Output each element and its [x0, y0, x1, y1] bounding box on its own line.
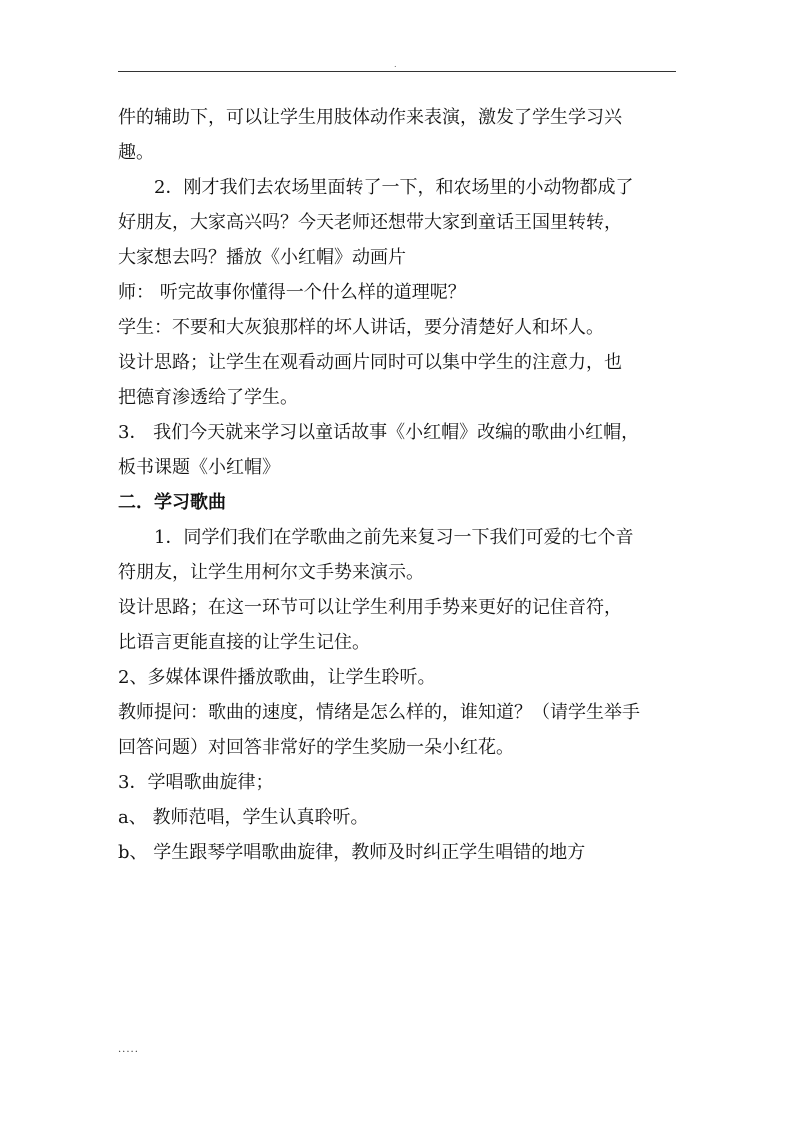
paragraph-line: 比语言更能直接的让学生记住。: [118, 632, 370, 653]
design-note: 设计思路；让学生在观看动画片同时可以集中学生的注意力，也: [118, 352, 622, 373]
document-body: [118, 100, 684, 870]
header-rule: [118, 71, 676, 72]
footer-mark: .....: [118, 1044, 139, 1055]
list-item: b、 学生跟琴学唱歌曲旋律，教师及时纠正学生唱错的地方: [118, 842, 586, 863]
paragraph-line: 大家想去吗？播放《小红帽》动画片: [118, 247, 406, 268]
paragraph-line: 把德育渗透给了学生。: [118, 387, 298, 408]
list-item: a、 教师范唱，学生认真聆听。: [118, 807, 369, 828]
paragraph-line: 符朋友，让学生用柯尔文手势来演示。: [118, 562, 424, 583]
paragraph-line: 1．同学们我们在学歌曲之前先来复习一下我们可爱的七个音: [154, 527, 634, 548]
paragraph-line: 3．学唱歌曲旋律；: [118, 772, 274, 793]
teacher-question: 教师提问：歌曲的速度，情绪是怎么样的，谁知道？（请学生举手: [118, 702, 640, 723]
paragraph-line: 2．刚才我们去农场里面转了一下，和农场里的小动物都成了: [154, 177, 634, 198]
student-answer: 学生：不要和大灰狼那样的坏人讲话，要分清楚好人和坏人。: [118, 317, 604, 338]
paragraph-line: 3． 我们今天就来学习以童话故事《小红帽》改编的歌曲小红帽，: [118, 422, 640, 443]
paragraph-line: 趣。: [118, 142, 154, 163]
paragraph-line: 回答问题）对回答非常好的学生奖励一朵小红花。: [118, 737, 514, 758]
teacher-question: 师： 听完故事你懂得一个什么样的道理呢？: [118, 282, 466, 303]
paragraph-line: 好朋友，大家高兴吗？今天老师还想带大家到童话王国里转转，: [118, 212, 622, 233]
section-heading: 二．学习歌曲: [118, 492, 226, 513]
paragraph-line: 2、多媒体课件播放歌曲，让学生聆听。: [118, 667, 436, 688]
header-mark: .: [394, 60, 397, 69]
paragraph-line: 板书课题《小红帽》: [118, 457, 280, 478]
design-note: 设计思路；在这一环节可以让学生利用手势来更好的记住音符，: [118, 597, 622, 618]
paragraph-line: 件的辅助下，可以让学生用肢体动作来表演，激发了学生学习兴: [118, 107, 622, 128]
